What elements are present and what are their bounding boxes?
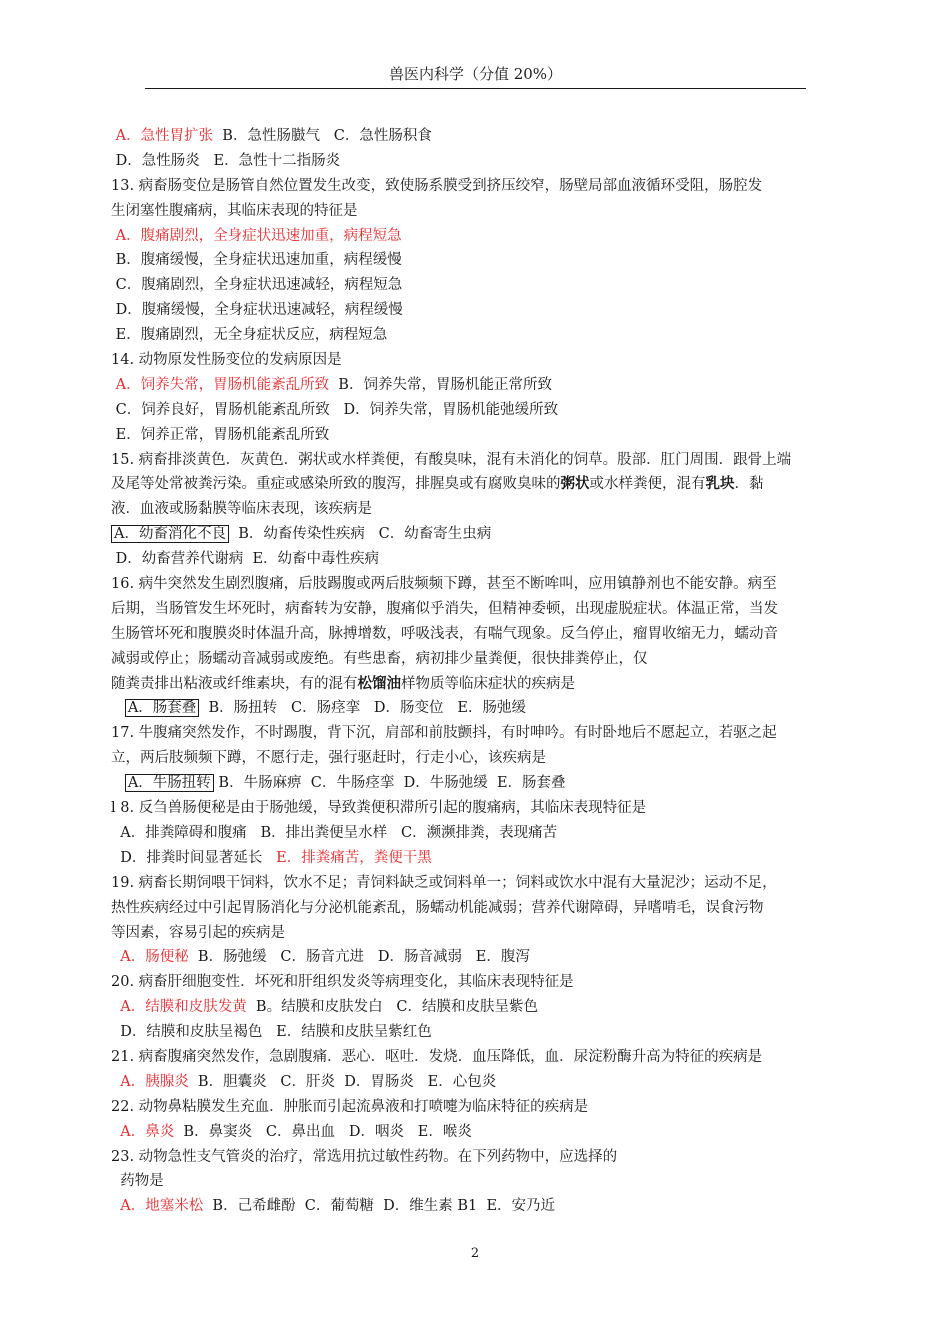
text-segment: 14. 动物原发性肠变位的发病原因是 [111,352,342,369]
text-line [111,1045,851,1070]
text-segment: 23. 动物急性支气管炎的治疗，常选用抗过敏性药物。在下列药物中，应选择的 [111,1148,618,1165]
text-line [111,821,851,846]
text-segment: C．饲养良好，胃肠机能紊乱所致 D．饲养失常，胃肠机能弛缓所致 [111,401,559,418]
text-line [111,522,851,547]
text-line [111,647,851,672]
answer-highlight: A．鼻炎 [120,1123,175,1140]
text-line [111,1145,851,1170]
page-header-title: 兽医内科学（分值 20%） [388,65,563,83]
text-segment: D．结膜和皮肤呈褐色 E．结膜和皮肤呈紫红色 [111,1024,432,1041]
text-line [111,1194,851,1219]
text-line [111,796,851,821]
text-segment: 等因素，容易引起的疾病是 [111,924,285,941]
text-segment: 样物质等临床症状的疾病是 [401,675,575,692]
text-line [111,721,851,746]
text-line [111,348,851,373]
text-line [111,846,851,871]
text-line [111,497,851,522]
text-segment: 21. 病畜腹痛突然发作，急剧腹痛．恶心．呕吐．发烧．血压降低，血．尿淀粉酶升高为特征的疾病是 [111,1048,763,1065]
text-segment: l 8. 反刍兽肠便秘是由于肠弛缓，导致粪便积滞所引起的腹痛病，其临床表现特征是 [111,800,647,817]
text-line [111,273,851,298]
text-segment: D．排粪时间显著延长 [111,849,277,866]
text-segment [111,999,120,1015]
text-segment: C．腹痛剧烈，全身症状迅速减轻，病程短急 [111,277,403,294]
text-line [111,572,851,597]
text-segment [111,949,120,965]
text-segment: E．腹痛剧烈，无全身症状反应，病程短急 [111,327,388,344]
text-line [111,896,851,921]
text-segment: 粥状 [560,475,590,493]
text-segment: B．肠弛缓 C．肠音亢进 D．肠音减弱 E．腹泻 [188,949,530,966]
text-segment: 立，两后肢频频下蹲，不愿行走，强行驱赶时，行走小心，该疾病是 [111,750,546,767]
text-segment: ．黏 [734,476,764,493]
text-line [111,124,851,149]
text-segment: 或水样粪便，混有 [589,476,706,493]
page-number: 2 [470,1246,480,1261]
text-segment [111,1198,120,1214]
text-line [111,921,851,946]
text-segment: B．胆囊炎 C．肝炎 D．胃肠炎 E．心包炎 [188,1073,497,1090]
text-segment: B．肠扭转 C．肠痉挛 D．肠变位 E．肠弛缓 [199,700,526,717]
text-segment: A．排粪障碍和腹痛 B．排出粪便呈水样 C．濒濒排粪，表现痛苦 [111,824,558,841]
text-line [111,771,851,796]
text-segment: E．饲养正常，胃肠机能紊乱所致 [111,426,330,443]
text-segment: 液．血液或肠黏膜等临床表现，该疾病是 [111,501,372,518]
text-line [111,423,851,448]
text-segment: 药物是 [111,1173,164,1190]
text-segment: 生肠管坏死和腹膜炎时体温升高，脉搏增数，呼吸浅表，有喘气现象。反刍停止，瘤胃收缩无力，蠕动音 [111,625,778,642]
text-line [111,373,851,398]
answer-highlight: A．急性胃扩张 [111,128,214,144]
text-line [111,1020,851,1045]
text-segment: 松馏油 [357,674,401,692]
text-line [111,995,851,1020]
text-segment: 13. 病畜肠变位是肠管自然位置发生改变，致使肠系膜受到挤压绞窄，肠壁局部血液循环受阻，肠腔发 [111,177,763,194]
text-line [111,224,851,249]
text-segment: B．牛肠麻痹 C．牛肠痉挛 D．牛肠弛缓 E．肠套叠 [213,775,566,792]
text-line [111,298,851,323]
text-segment: 17. 牛腹痛突然发作，不时踢腹，背下沉，肩部和前肢颤抖，有时呻吟。有时卧地后不愿起立，若驱之起 [111,725,777,742]
text-line [111,945,851,970]
text-segment: 后期，当肠管发生坏死时，病畜转为安静，腹痛似乎消失，但精神委顿，出现虚脱症状。体温正常，当发 [111,600,778,617]
answer-highlight: A．地塞米松 [120,1198,204,1215]
boxed-answer: A．牛肠扭转 [125,774,214,792]
text-segment: B．鼻窦炎 C．鼻出血 D．咽炎 E．喉炎 [174,1123,472,1140]
text-segment: D．急性肠炎 E．急性十二指肠炎 [111,152,341,169]
text-line [111,970,851,995]
text-segment: 20. 病畜肝细胞变性．坏死和肝组织发炎等病理变化，其临床表现特征是 [111,974,574,991]
text-line [111,174,851,199]
header-divider [145,88,806,89]
text-segment: 乳块 [705,475,735,493]
answer-highlight: A．肠便秘 [120,949,189,966]
text-segment: D．腹痛缓慢，全身症状迅速减轻，病程缓慢 [111,302,403,319]
text-line [111,622,851,647]
question-body [111,124,851,1219]
answer-highlight: A．胰腺炎 [120,1073,189,1090]
text-line [111,1169,851,1194]
text-line [111,472,851,497]
text-segment: 生闭塞性腹痛病，其临床表现的特征是 [111,202,358,219]
text-segment: 15. 病畜排淡黄色．灰黄色．粥状或水样粪便，有酸臭味，混有未消化的饲草。股部．肛门周围．跟骨上端 [111,451,792,468]
text-line [111,597,851,622]
text-segment: B．急性肠臌气 C．急性肠积食 [213,128,432,144]
text-segment: 22. 动物鼻粘膜发生充血．肿胀而引起流鼻液和打喷嚏为临床特征的疾病是 [111,1098,589,1115]
answer-highlight: A．饲养失常，胃肠机能紊乱所致 [111,376,330,393]
text-line [111,149,851,174]
answer-highlight: A．结膜和皮肤发黄 [120,999,247,1016]
text-line [111,547,851,572]
answer-highlight: A．腹痛剧烈，全身症状迅速加重，病程短急 [111,227,402,244]
text-segment: B．己希雌酚 C．葡萄糖 D．维生素 B1 E．安乃近 [203,1198,556,1215]
text-line [111,871,851,896]
text-segment: 19. 病畜长期饲喂干饲料，饮水不足；青饲料缺乏或饲料单一；饲料或饮水中混有大量泥沙；运动不足， [111,874,777,891]
text-segment: 及尾等处常被粪污染。重症或感染所致的腹泻，排腥臭或有腐败臭味的 [111,476,561,493]
text-segment: 减弱或停止；肠蠕动音减弱或废绝。有些患畜，病初排少量粪便，很快排粪停止，仅 [111,650,648,667]
text-segment [111,775,125,791]
text-line [111,398,851,423]
text-line [111,248,851,273]
text-line [111,323,851,348]
text-segment: 随粪责排出粘液或纤维素块，有的混有 [111,675,358,692]
text-segment: D．幼畜营养代谢病 E．幼畜中毒性疾病 [111,551,380,568]
boxed-answer: A．幼畜消化不良 [111,525,229,543]
boxed-answer: A．肠套叠 [125,699,199,717]
text-segment: B．腹痛缓慢，全身症状迅速加重，病程缓慢 [111,252,402,269]
text-segment: 16. 病牛突然发生剧烈腹痛，后肢踢腹或两后肢频频下蹲，甚至不断哞叫，应用镇静剂也不能安静。病至 [111,576,777,593]
text-line [111,672,851,697]
text-line [111,746,851,771]
text-segment [111,1124,120,1140]
text-segment [111,700,125,716]
text-segment: B．饲养失常，胃肠机能正常所致 [329,376,552,393]
text-line [111,448,851,473]
text-segment [111,1074,120,1090]
text-line [111,696,851,721]
text-segment: B．幼畜传染性疾病 C．幼畜寄生虫病 [228,526,492,543]
text-line [111,1070,851,1095]
text-segment: B。结膜和皮肤发白 C．结膜和皮肤呈紫色 [246,999,538,1016]
text-line [111,1120,851,1145]
answer-highlight: E．排粪痛苦，粪便干黑 [276,849,432,866]
text-line [111,1095,851,1120]
text-line [111,199,851,224]
text-segment: 热性疾病经过中引起胃肠消化与分泌机能紊乱，肠蠕动机能减弱；营养代谢障碍，异嗜啃毛，误食污物 [111,899,764,916]
